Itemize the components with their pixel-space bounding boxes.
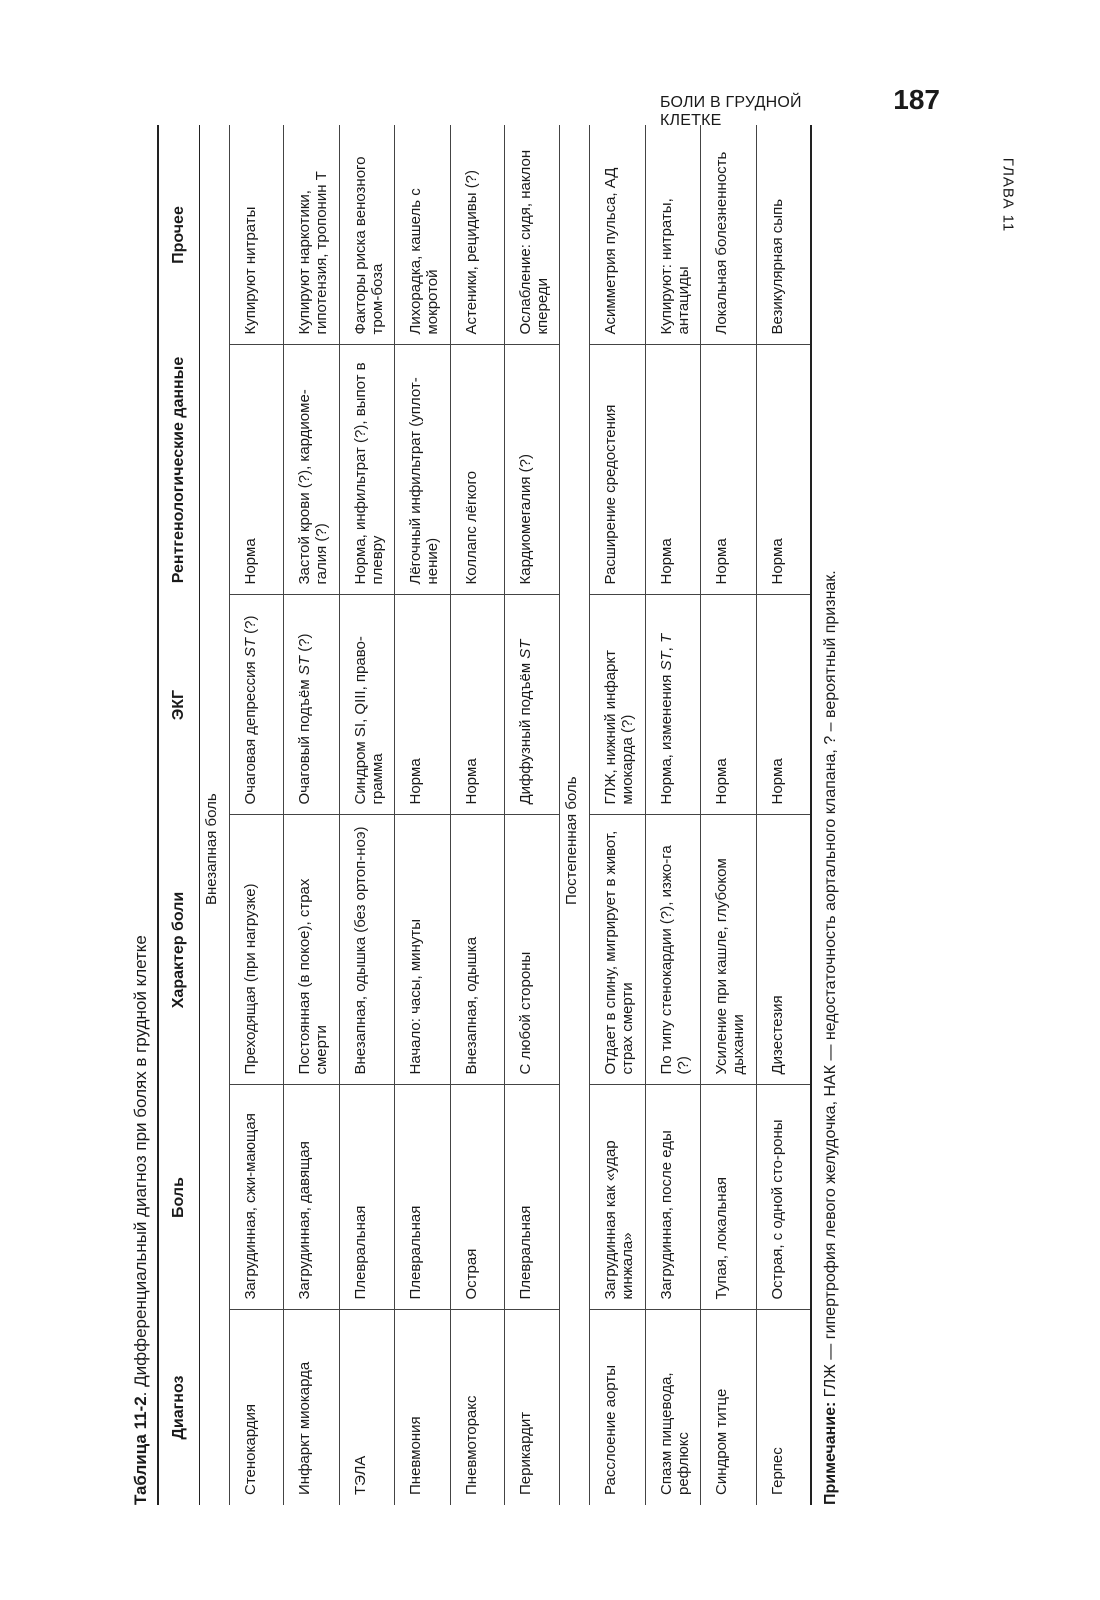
table-cell: Факторы риска венозного тром-боза xyxy=(339,125,395,345)
table-cell: Усиление при кашле, глубоком дыхании xyxy=(701,815,757,1085)
table-cell: Ослабление: сидя, наклон кпереди xyxy=(504,125,560,345)
rotated-table-block xyxy=(125,125,865,1505)
table-cell: Пневмония xyxy=(395,1310,451,1505)
running-title: БОЛИ В ГРУДНОЙ КЛЕТКЕ xyxy=(660,94,802,129)
table-cell: Загрудинная, после еды xyxy=(645,1085,701,1310)
table-row xyxy=(230,125,284,1505)
table-cell: Синдром SI, QIII, право-грамма xyxy=(339,595,395,815)
chapter-tab xyxy=(988,150,1028,240)
table-cell: Дизестезия xyxy=(756,815,811,1085)
table-cell: Расслоение аорты xyxy=(590,1310,646,1505)
table-cell: Тупая, локальная xyxy=(701,1085,757,1310)
table-cell: Норма xyxy=(395,595,451,815)
table-cell: Плевральная xyxy=(339,1085,395,1310)
table-cell: Купируют наркотики, гипотензия, тропонин Т xyxy=(284,125,340,345)
table-cell: Лихорадка, кашель с мокротой xyxy=(395,125,451,345)
table-cell: Отдает в спину, мигрирует в живот, страх смерти xyxy=(590,815,646,1085)
section-cell xyxy=(560,125,590,1505)
table-cell: Постоянная (в покое), страх смерти xyxy=(284,815,340,1085)
table-cell: По типу стенокардии (?), изжо-га (?) xyxy=(645,815,701,1085)
table-cell: Норма xyxy=(645,345,701,595)
section-row xyxy=(560,125,590,1505)
table-row xyxy=(590,125,646,1505)
table-cell: ТЭЛА xyxy=(339,1310,395,1505)
table-cell: Норма xyxy=(701,345,757,595)
table-cell: Купируют: нитраты, антациды xyxy=(645,125,701,345)
table-note xyxy=(822,125,840,1505)
table-cell: Лёгочный инфильтрат (уплот-нение) xyxy=(395,345,451,595)
table-cell: Норма xyxy=(450,595,504,815)
table-body xyxy=(200,125,811,1505)
table-cell: Диффузный подъём ST xyxy=(504,595,560,815)
diagnosis-table xyxy=(157,125,812,1505)
running-head xyxy=(660,84,940,129)
table-cell: Астеники, рецидивы (?) xyxy=(450,125,504,345)
table-cell: Преходящая (при нагрузке) xyxy=(230,815,284,1085)
table-cell: Застой крови (?), кардиоме-галия (?) xyxy=(284,345,340,595)
table-cell: Расширение средостения xyxy=(590,345,646,595)
table-cell: Перикардит xyxy=(504,1310,560,1505)
table-cell: Герпес xyxy=(756,1310,811,1505)
note-text: ГЛЖ — гипертрофия левого желудочка, НАК — недостаточность аортального клапана, ? – вероятный признак. xyxy=(821,570,839,1402)
chapter-label: ГЛАВА 11 xyxy=(999,157,1017,233)
table-cell: Инфаркт миокарда xyxy=(284,1310,340,1505)
table-row xyxy=(450,125,504,1505)
table-cell: Норма, инфильтрат (?), выпот в плевру xyxy=(339,345,395,595)
table-cell: Норма xyxy=(701,595,757,815)
table-row xyxy=(339,125,395,1505)
table-cell: Кардиомегалия (?) xyxy=(504,345,560,595)
table-cell: Пневмоторакс xyxy=(450,1310,504,1505)
table-cell: Очаговый подъём ST (?) xyxy=(284,595,340,815)
table-cell: Купируют нитраты xyxy=(230,125,284,345)
col-header-diagnosis: Диагноз xyxy=(158,1310,200,1505)
col-header-ecg: ЭКГ xyxy=(158,595,200,815)
table-cell: Острая xyxy=(450,1085,504,1310)
note-label: Примечание: xyxy=(821,1401,839,1505)
table-cell: Стенокардия xyxy=(230,1310,284,1505)
table-cell: Начало: часы, минуты xyxy=(395,815,451,1085)
col-header-other: Прочее xyxy=(158,125,200,345)
table-cell: Норма xyxy=(230,345,284,595)
table-cell: Внезапная, одышка (без ортоп-ноэ) xyxy=(339,815,395,1085)
table-cell: Плевральная xyxy=(504,1085,560,1310)
table-cell: Плевральная xyxy=(395,1085,451,1310)
table-cell: Синдром титце xyxy=(701,1310,757,1505)
table-cell: Внезапная, одышка xyxy=(450,815,504,1085)
table-cell: Везикулярная сыпь xyxy=(756,125,811,345)
table-cell: Очаговая депрессия ST (?) xyxy=(230,595,284,815)
table-caption-text: . Дифференциальный диагноз при болях в грудной клетке xyxy=(131,935,150,1397)
table-cell: Спазм пищевода, рефлюкс xyxy=(645,1310,701,1505)
table-row xyxy=(284,125,340,1505)
page-number: 187 xyxy=(893,84,940,115)
table-cell: ГЛЖ, нижний инфаркт миокарда (?) xyxy=(590,595,646,815)
table-caption-number: Таблица 11-2 xyxy=(131,1396,150,1505)
table-cell: Норма xyxy=(756,595,811,815)
table-cell: Норма, изменения ST, T xyxy=(645,595,701,815)
table-cell: Асимметрия пульса, АД xyxy=(590,125,646,345)
table-cell: Загрудинная как «удар кинжала» xyxy=(590,1085,646,1310)
section-cell xyxy=(200,125,230,1505)
col-header-xray: Рентгенологические данные xyxy=(158,345,200,595)
table-cell: Загрудинная, сжи-мающая xyxy=(230,1085,284,1310)
section-title: Постепенная боль xyxy=(563,776,580,905)
col-header-pain: Боль xyxy=(158,1085,200,1310)
table-row xyxy=(701,125,757,1505)
table-cell: Коллапс лёгкого xyxy=(450,345,504,595)
table-header-row xyxy=(158,125,200,1505)
table-cell: Острая, с одной сто-роны xyxy=(756,1085,811,1310)
table-cell: Загрудинная, давящая xyxy=(284,1085,340,1310)
table-cell: Локальная болезненность xyxy=(701,125,757,345)
section-row xyxy=(200,125,230,1505)
table-cell: С любой стороны xyxy=(504,815,560,1085)
col-header-pain-character: Характер боли xyxy=(158,815,200,1085)
table-row xyxy=(504,125,560,1505)
table-caption xyxy=(125,125,157,1505)
table-row xyxy=(756,125,811,1505)
section-title: Внезапная боль xyxy=(203,793,220,905)
table-row xyxy=(395,125,451,1505)
table-cell: Норма xyxy=(756,345,811,595)
table-row xyxy=(645,125,701,1505)
